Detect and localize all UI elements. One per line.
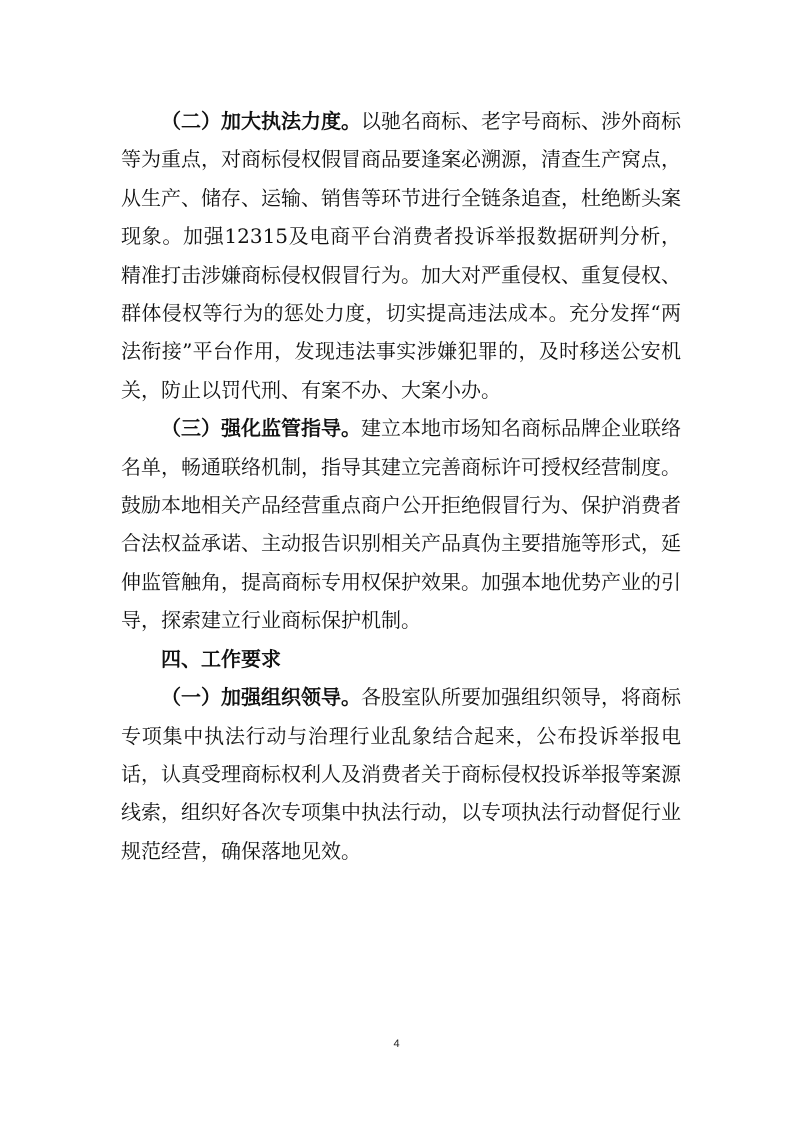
section-heading: 四、工作要求: [161, 646, 281, 671]
page-number: 4: [393, 1038, 400, 1050]
paragraph-text: 建立本地市场知名商标品牌企业联络名单，畅通联络机制，指导其建立完善商标许可授权经营制度。鼓励本地相关产品经营重点商户公开拒绝假冒行为、保护消费者合法权益承诺、主动报告识别相关产品真伪主要措施等形式，延伸监管触角，提高商标专用权保护效果。加强本地优势产业的引导，探索建立行业商标保护机制。: [121, 416, 681, 633]
paragraph-enforcement: [121, 102, 681, 409]
paragraph-lead: （一）加强组织领导。: [161, 685, 361, 710]
paragraph-text: 以驰名商标、老字号商标、涉外商标等为重点，对商标侵权假冒商品要逢案必溯源，清查生产窝点，从生产、储存、运输、销售等环节进行全链条追查，杜绝断头案现象。加强12315及电商平台消费者投诉举报数据研判分析，精准打击涉嫌商标侵权假冒行为。加大对严重侵权、重复侵权、群体侵权等行为的惩处力度，切实提高违法成本。充分发挥“两法衔接”平台作用，发现违法事实涉嫌犯罪的，及时移送公安机关，防止以罚代刑、有案不办、大案小办。: [121, 109, 681, 402]
paragraph-text: 各股室队所要加强组织领导，将商标专项集中执法行动与治理行业乱象结合起来，公布投诉举报电话，认真受理商标权利人及消费者关于商标侵权投诉举报等案源线索，组织好各次专项集中执法行动，以专项执法行动督促行业规范经营，确保落地见效。: [121, 685, 681, 863]
paragraph-leadership: [121, 678, 681, 870]
document-body: [121, 102, 681, 870]
paragraph-lead: （三）强化监管指导。: [161, 416, 361, 441]
paragraph-lead: （二）加大执法力度。: [161, 109, 361, 133]
paragraph-supervision: [121, 409, 681, 639]
